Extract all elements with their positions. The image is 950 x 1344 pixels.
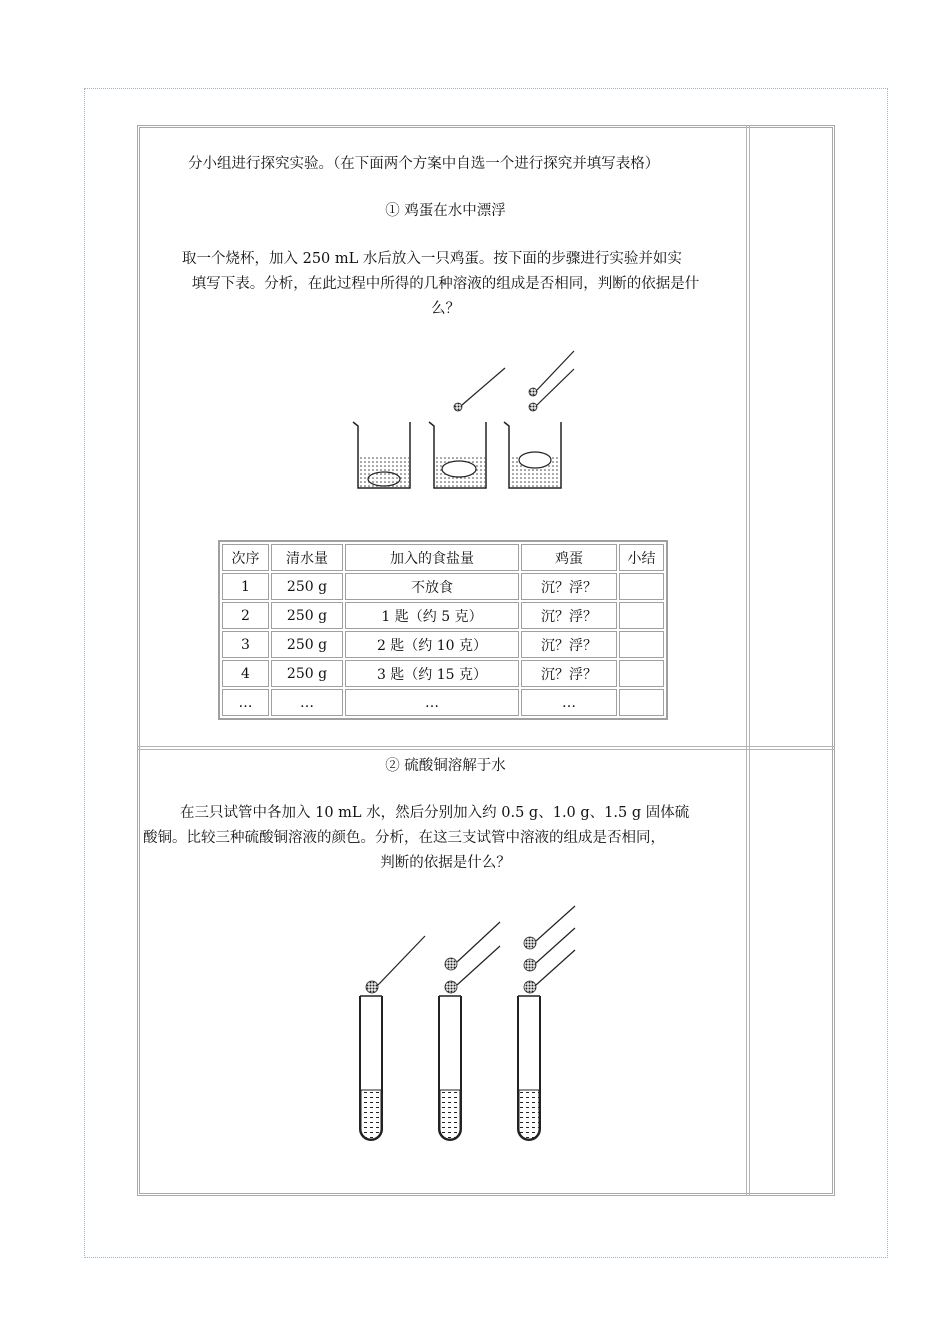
table-row [222,602,664,629]
cell-order: … [222,689,269,716]
beaker-3 [504,351,574,488]
cell-water: … [271,689,343,716]
test-tube-2 [439,922,500,1140]
test-tube-1 [360,936,425,1140]
copper-sulfate-spoon [366,981,378,993]
section2-paragraph-line1: 在三只试管中各加入 10 mL 水，然后分别加入约 0.5 g、1.0 g、1.5 g 固体硫 [180,805,690,821]
cell-summary[interactable] [619,631,664,658]
beakers-illustration [340,345,590,495]
table-row [222,573,664,600]
table-row [222,660,664,687]
cell-salt: 不放食 [345,573,519,600]
cell-water: 250 g [271,631,343,658]
cell-order: 3 [222,631,269,658]
cell-egg: 沉？浮？ [521,631,617,658]
beaker-1 [353,422,410,488]
section1-title: ① 鸡蛋在水中漂浮 [385,203,506,219]
intro-text: 分小组进行探究实验。（在下面两个方案中自选一个进行探究并填写表格） [188,156,660,172]
section1-paragraph-line1: 取一个烧杯，加入 250 mL 水后放入一只鸡蛋。按下面的步骤进行实验并如实 [182,251,682,267]
header-egg: 鸡蛋 [521,544,617,571]
cell-egg: 沉？浮？ [521,602,617,629]
cell-egg: 沉？浮？ [521,660,617,687]
header-water: 清水量 [271,544,343,571]
cell-summary[interactable] [619,689,664,716]
section2-title: ② 硫酸铜溶解于水 [385,758,506,774]
cell-order: 4 [222,660,269,687]
header-salt: 加入的食盐量 [345,544,519,571]
section2-paragraph-line2: 酸铜。比较三种硫酸铜溶液的颜色。分析，在这三支试管中溶液的组成是否相同， [143,830,665,846]
test-tubes-illustration [345,900,585,1150]
section2-paragraph-line3: 判断的依据是什么？ [380,855,511,871]
experiment-table [218,540,668,720]
beaker-2 [429,368,505,488]
cell-salt: … [345,689,519,716]
header-order: 次序 [222,544,269,571]
section1-paragraph-line2: 填写下表。分析，在此过程中所得的几种溶液的组成是否相同，判断的依据是什 [191,276,700,292]
cell-water: 250 g [271,602,343,629]
cell-egg: … [521,689,617,716]
cell-summary[interactable] [619,660,664,687]
cell-egg: 沉？浮？ [521,573,617,600]
test-tube-3 [518,906,575,1140]
table-row [222,631,664,658]
cell-salt: 3 匙（约 15 克） [345,660,519,687]
cell-water: 250 g [271,573,343,600]
cell-summary[interactable] [619,573,664,600]
section1-paragraph-line3: 么？ [431,301,460,317]
header-summary: 小结 [619,544,664,571]
table-row [222,689,664,716]
table-header-row [222,544,664,571]
cell-order: 1 [222,573,269,600]
cell-summary[interactable] [619,602,664,629]
cell-salt: 1 匙（约 5 克） [345,602,519,629]
egg-floating [519,452,551,468]
salt-spoon-1 [454,403,462,411]
cell-order: 2 [222,602,269,629]
cell-water: 250 g [271,660,343,687]
cell-salt: 2 匙（约 10 克） [345,631,519,658]
egg-middle [442,461,476,477]
row-divider [137,746,835,750]
